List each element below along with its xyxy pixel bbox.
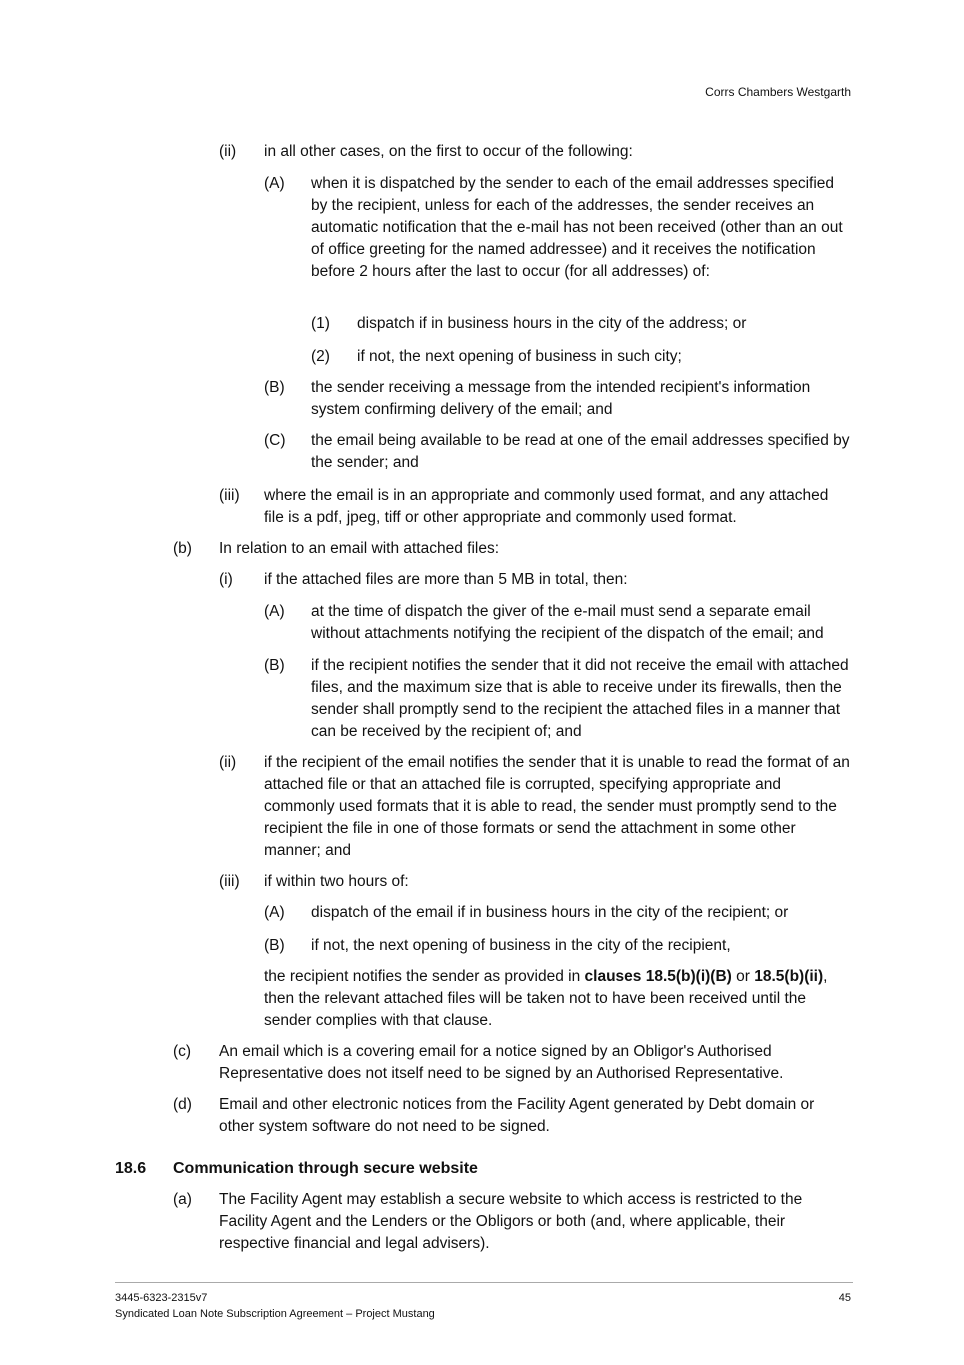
item-text: the email being available to be read at one of the email addresses specified by the sender; and <box>311 432 850 471</box>
item-text: if the attached files are more than 5 MB in total, then: <box>264 571 628 588</box>
clause-reference: 18.5(b)(ii) <box>754 968 824 985</box>
item-text: if not, the next opening of business in the city of the recipient, <box>311 937 731 954</box>
item-label: (A) <box>264 175 285 192</box>
section-title: Communication through secure website <box>173 1160 478 1177</box>
item-text: if the recipient of the email notifies the sender that it is unable to read the format of an attached file or that an attached file is corrupted, specifying appropriate and commonly used formats that it is able to read, the sender must promptly send to the recipient the file in one of those formats or send the attachment in some other manner; and <box>264 754 850 859</box>
footer-divider <box>115 1282 853 1283</box>
item-text: The Facility Agent may establish a secure website to which access is restricted to the Facility Agent and the Lenders or the Obligors or both (and, where applicable, their respective financial and legal advisers). <box>219 1191 803 1252</box>
footer-doc-id: 3445-6323-2315v7 <box>115 1292 208 1304</box>
clause-reference: clauses 18.5(b)(i)(B) <box>584 968 732 985</box>
item-label: (b) <box>173 540 192 557</box>
item-text: if the recipient notifies the sender that it did not receive the email with attached files, and the maximum size that is able to receive under its firewalls, then the sender shall promptly send to the recipient the attached files in a manner that can be received by the recipient of; and <box>311 657 849 740</box>
continuation-paragraph <box>264 966 851 1032</box>
item-label: (B) <box>264 379 285 396</box>
item-label: (c) <box>173 1043 192 1060</box>
item-label: (ii) <box>219 143 237 160</box>
item-label: (iii) <box>219 873 240 890</box>
item-label: (B) <box>264 657 285 674</box>
item-text: Email and other electronic notices from the Facility Agent generated by Debt domain or other system software do not need to be signed. <box>219 1096 815 1135</box>
item-text: in all other cases, on the first to occur of the following: <box>264 143 633 160</box>
item-label: (ii) <box>219 754 237 771</box>
text: or <box>731 968 755 985</box>
item-label: (d) <box>173 1096 192 1113</box>
page-number: 45 <box>838 1292 851 1304</box>
section-number: 18.6 <box>115 1160 147 1177</box>
header-firm-name: Corrs Chambers Westgarth <box>705 85 851 99</box>
item-label: (B) <box>264 937 285 954</box>
item-text: An email which is a covering email for a notice signed by an Obligor's Authorised Representative does not itself need to be signed by an Authorised Representative. <box>219 1043 784 1082</box>
item-text: at the time of dispatch the giver of the e-mail must send a separate email without attachments notifying the recipient of the dispatch of the email; and <box>311 603 824 642</box>
item-text: the sender receiving a message from the intended recipient's information system confirming delivery of the email; and <box>311 379 811 418</box>
text: the recipient notifies the sender as provided in <box>264 968 585 985</box>
footer-doc-title: Syndicated Loan Note Subscription Agreement – Project Mustang <box>115 1308 435 1320</box>
item-label: (a) <box>173 1191 192 1208</box>
item-label: (1) <box>311 315 330 332</box>
item-text: In relation to an email with attached files: <box>219 540 500 557</box>
item-text: if within two hours of: <box>264 873 409 890</box>
item-text: dispatch if in business hours in the city of the address; or <box>357 315 747 332</box>
item-text: when it is dispatched by the sender to each of the email addresses specified by the recipient, unless for each of the addresses, the sender receives an automatic notification that the e-mail has not been received (other than an out of office greeting for the named addressee) and it receives the notification before 2 hours after the last to occur (for all addresses) of: <box>311 175 843 280</box>
item-text: if not, the next opening of business in such city; <box>357 348 682 365</box>
item-label: (C) <box>264 432 286 449</box>
text: , then the relevant attached files will be taken not to have been received until the sender complies with that clause. <box>264 968 828 1029</box>
item-label: (A) <box>264 904 285 921</box>
item-label: (A) <box>264 603 285 620</box>
item-text: dispatch of the email if in business hours in the city of the recipient; or <box>311 904 789 921</box>
item-label: (2) <box>311 348 330 365</box>
item-label: (i) <box>219 571 233 588</box>
item-text: where the email is in an appropriate and commonly used format, and any attached file is a pdf, jpeg, tiff or other appropriate and commonly used format. <box>264 487 829 526</box>
item-label: (iii) <box>219 487 240 504</box>
